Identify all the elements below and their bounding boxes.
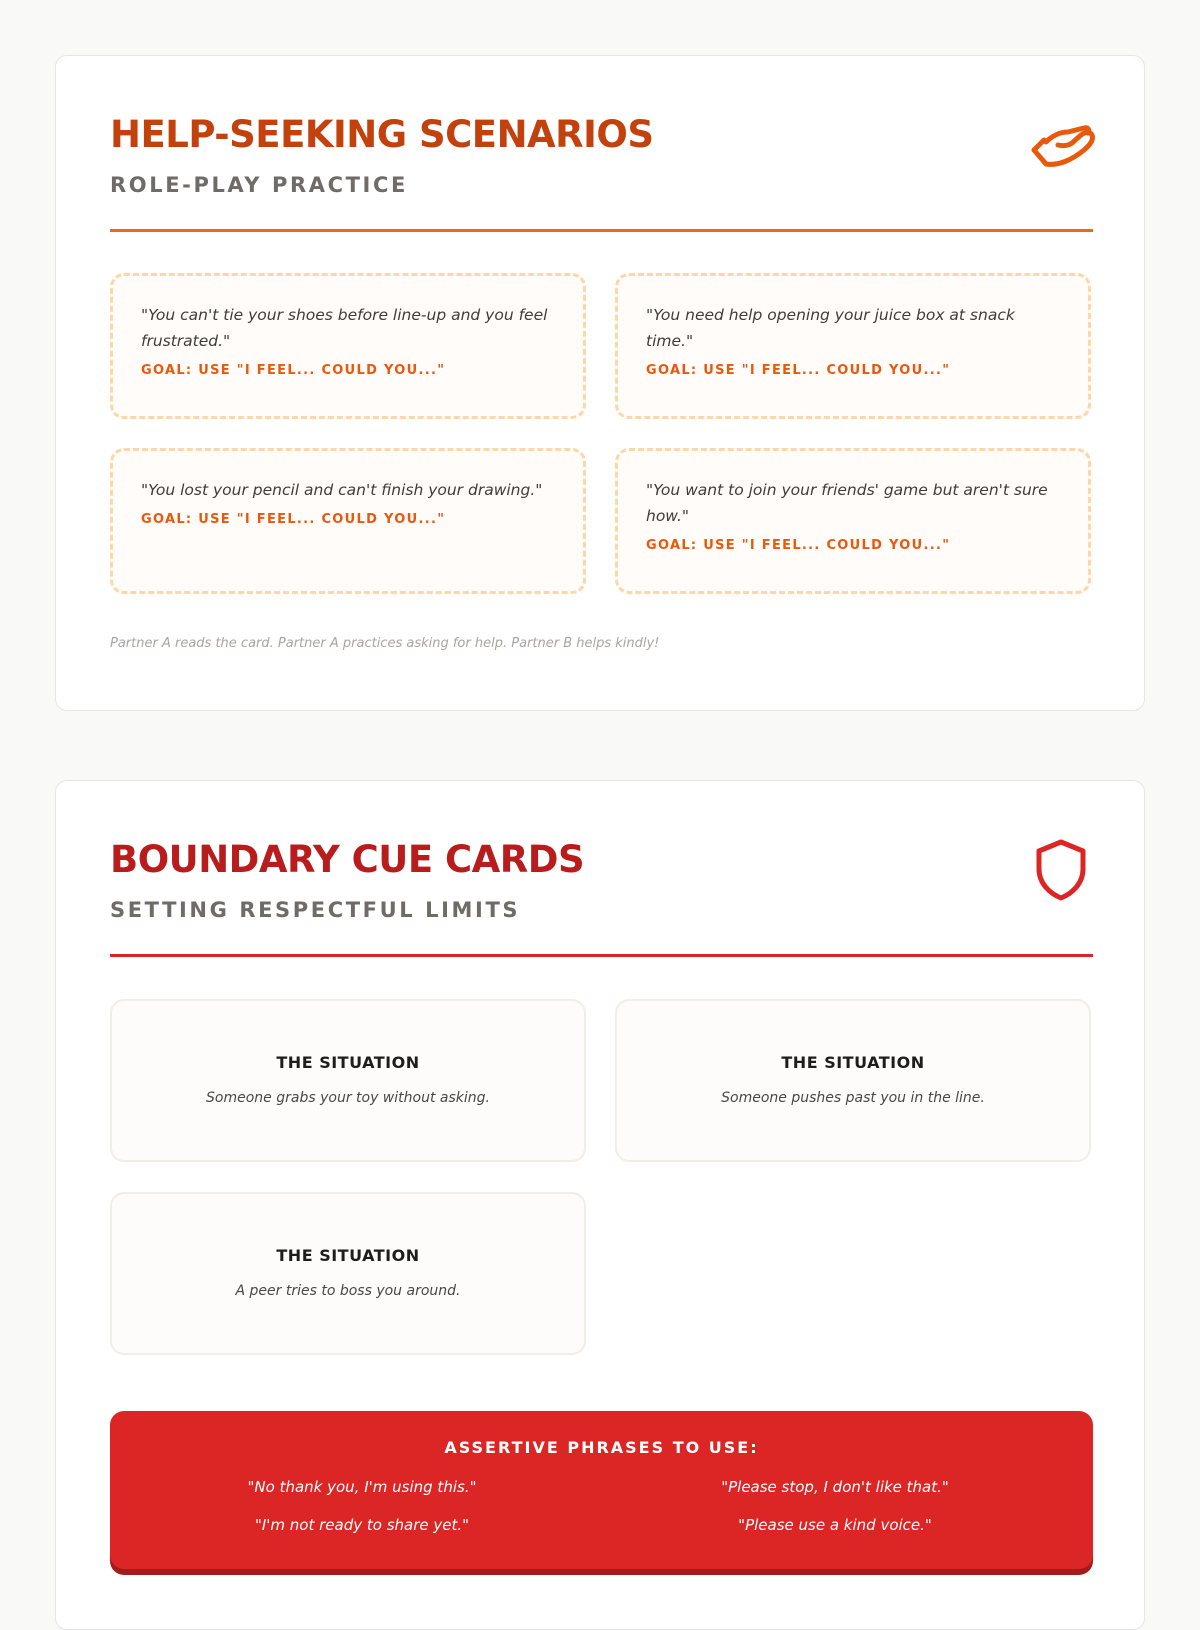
situation-text: Someone grabs your toy without asking. [206, 1090, 490, 1106]
assertive-phrase: "Please use a kind voice." [738, 1516, 932, 1534]
assertive-phrase: "Please stop, I don't like that." [721, 1478, 949, 1496]
help-seeking-card [55, 55, 1145, 711]
boundary-divider [110, 954, 1093, 957]
scenario-card [110, 448, 586, 594]
assertive-phrases-panel [110, 1411, 1093, 1569]
situation-card [615, 999, 1091, 1162]
scenario-goal: GOAL: USE "I FEEL... COULD YOU..." [646, 538, 951, 553]
scenario-card [110, 273, 586, 419]
helping-hand-icon [1028, 120, 1098, 170]
scenario-text: "You lost your pencil and can't finish your drawing." [141, 481, 543, 499]
boundary-card [55, 780, 1145, 1630]
help-seeking-divider [110, 229, 1093, 232]
scenario-card [615, 448, 1091, 594]
scenario-goal: GOAL: USE "I FEEL... COULD YOU..." [141, 512, 446, 527]
situation-text: A peer tries to boss you around. [235, 1283, 461, 1299]
scenario-text: "You can't tie your shoes before line-up and you feel frustrated." [141, 306, 548, 350]
situation-card [110, 1192, 586, 1355]
boundary-title: BOUNDARY CUE CARDS [110, 838, 585, 881]
situation-title: THE SITUATION [781, 1053, 925, 1072]
assertive-phrase: "No thank you, I'm using this." [247, 1478, 477, 1496]
help-seeking-subtitle: ROLE-PLAY PRACTICE [110, 173, 408, 197]
boundary-subtitle: SETTING RESPECTFUL LIMITS [110, 898, 521, 922]
situation-title: THE SITUATION [276, 1053, 420, 1072]
scenario-text: "You want to join your friends' game but aren't sure how." [646, 481, 1048, 525]
situation-text: Someone pushes past you in the line. [721, 1090, 985, 1106]
help-seeking-title: HELP-SEEKING SCENARIOS [110, 113, 654, 156]
scenario-card [615, 273, 1091, 419]
situation-title: THE SITUATION [276, 1246, 420, 1265]
scenario-goal: GOAL: USE "I FEEL... COULD YOU..." [141, 363, 446, 378]
scenario-goal: GOAL: USE "I FEEL... COULD YOU..." [646, 363, 951, 378]
help-seeking-footnote: Partner A reads the card. Partner A practices asking for help. Partner B helps kindly! [110, 636, 660, 651]
scenario-text: "You need help opening your juice box at snack time." [646, 306, 1015, 350]
assertive-phrase: "I'm not ready to share yet." [254, 1516, 470, 1534]
assertive-phrases-title: ASSERTIVE PHRASES TO USE: [444, 1438, 759, 1457]
situation-card [110, 999, 586, 1162]
shield-icon [1031, 837, 1091, 903]
